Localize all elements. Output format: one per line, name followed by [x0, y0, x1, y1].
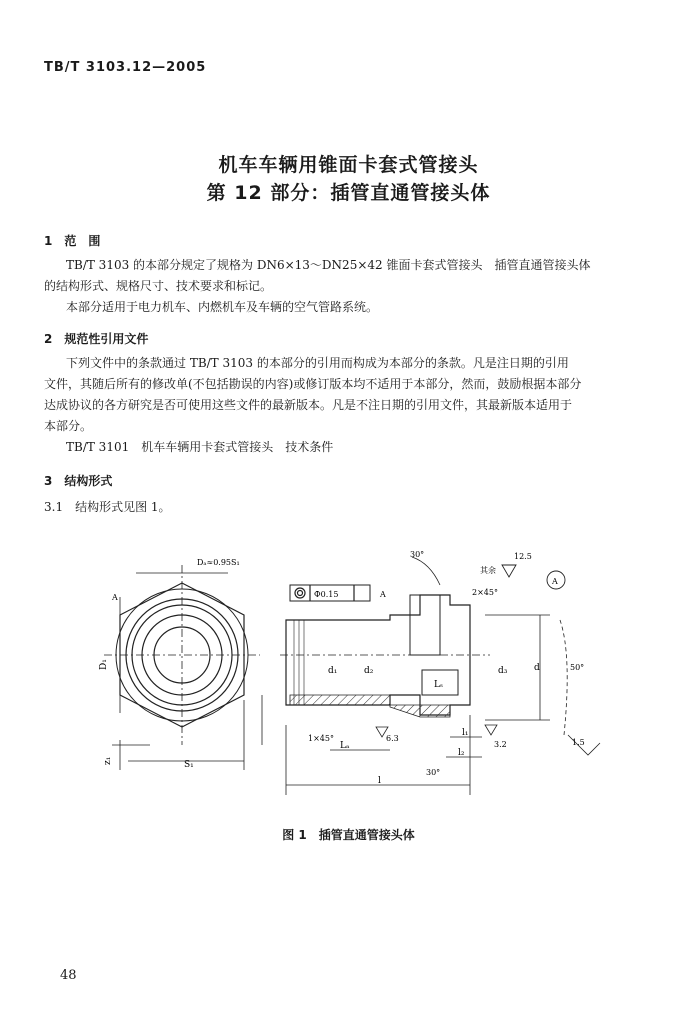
document-title-line2: 第 12 部分：插管直通管接头体	[206, 182, 491, 204]
page-number: 48	[60, 968, 77, 983]
d2-dim: d₂	[364, 666, 374, 676]
d3-dim: d₃	[498, 666, 508, 676]
l-label: l	[378, 776, 381, 786]
section-1-para2: 本部分适用于电力机车、内燃机车及车辆的空气管路系统。	[66, 300, 379, 314]
l2-label: l₂	[458, 748, 465, 758]
section-1-heading: 1 范 围	[44, 234, 101, 248]
chamfer-label: 2×45°	[472, 588, 498, 597]
angle-50-label: 50°	[570, 663, 585, 672]
la-label: Lₐ	[340, 741, 350, 751]
d-dim: d	[534, 663, 540, 673]
section-1-para1: TB/T 3103 的本部分规定了规格为 DN6×13～DN25×42 锥面卡套式管接头 插管直通管接头体	[66, 258, 591, 272]
chamfer1-label: 1×45°	[308, 734, 334, 743]
section-3-heading: 3 结构形式	[44, 474, 113, 488]
a-mark: A	[112, 593, 118, 602]
roughness-value: 12.5	[514, 552, 532, 561]
da-label: Dₐ≈0.95S₁	[197, 558, 240, 567]
standard-number: TB/T 3103.12—2005	[44, 60, 207, 75]
ra32-label: 3.2	[494, 740, 507, 749]
section-2-reference: TB/T 3101 机车车辆用卡套式管接头 技术条件	[66, 440, 334, 454]
z1-label: z₁	[103, 756, 113, 765]
r15-label: 1.5	[572, 738, 585, 747]
document-title-line1: 机车车辆用锥面卡套式管接头	[218, 154, 479, 176]
s1-label: S₁	[184, 760, 194, 770]
tolerance-ref: A	[380, 590, 386, 599]
section-2-para1: 下列文件中的条款通过 TB/T 3103 的本部分的引用而构成为本部分的条款。凡是注日期的引用	[66, 356, 569, 370]
datum-label: A	[552, 577, 558, 586]
figure-caption: 图 1 插管直通管接头体	[282, 828, 415, 842]
d1-dim: d₁	[328, 666, 338, 676]
d1-label: D₁	[99, 659, 109, 670]
section-2-heading: 2 规范性引用文件	[44, 332, 149, 346]
angle-30b-label: 30°	[426, 768, 441, 777]
l1-label: l₁	[462, 728, 469, 738]
end-view	[104, 565, 262, 770]
section-2-para1-line3: 达成协议的各方研究是否可使用这些文件的最新版本。凡是不注日期的引用文件，其最新版本适用于	[44, 398, 573, 412]
section-3-1: 3.1 结构形式见图 1。	[44, 500, 171, 514]
angle-30-label: 30°	[410, 550, 425, 559]
ra63-label: 6.3	[386, 734, 399, 743]
ls-label: Lₛ	[434, 680, 444, 690]
figure-1-drawing	[90, 545, 610, 805]
section-2-para1-line2: 文件，其随后所有的修改单(不包括勘误的内容)或修订版本均不适用于本部分，然而，鼓励根据本部分	[44, 377, 582, 391]
section-1-para1-cont: 的结构形式、规格尺寸、技术要求和标记。	[44, 279, 273, 293]
tolerance-value: Ф0.15	[314, 590, 339, 599]
section-2-para1-line4: 本部分。	[44, 419, 93, 433]
roughness-rest-label: 其余	[480, 566, 496, 575]
